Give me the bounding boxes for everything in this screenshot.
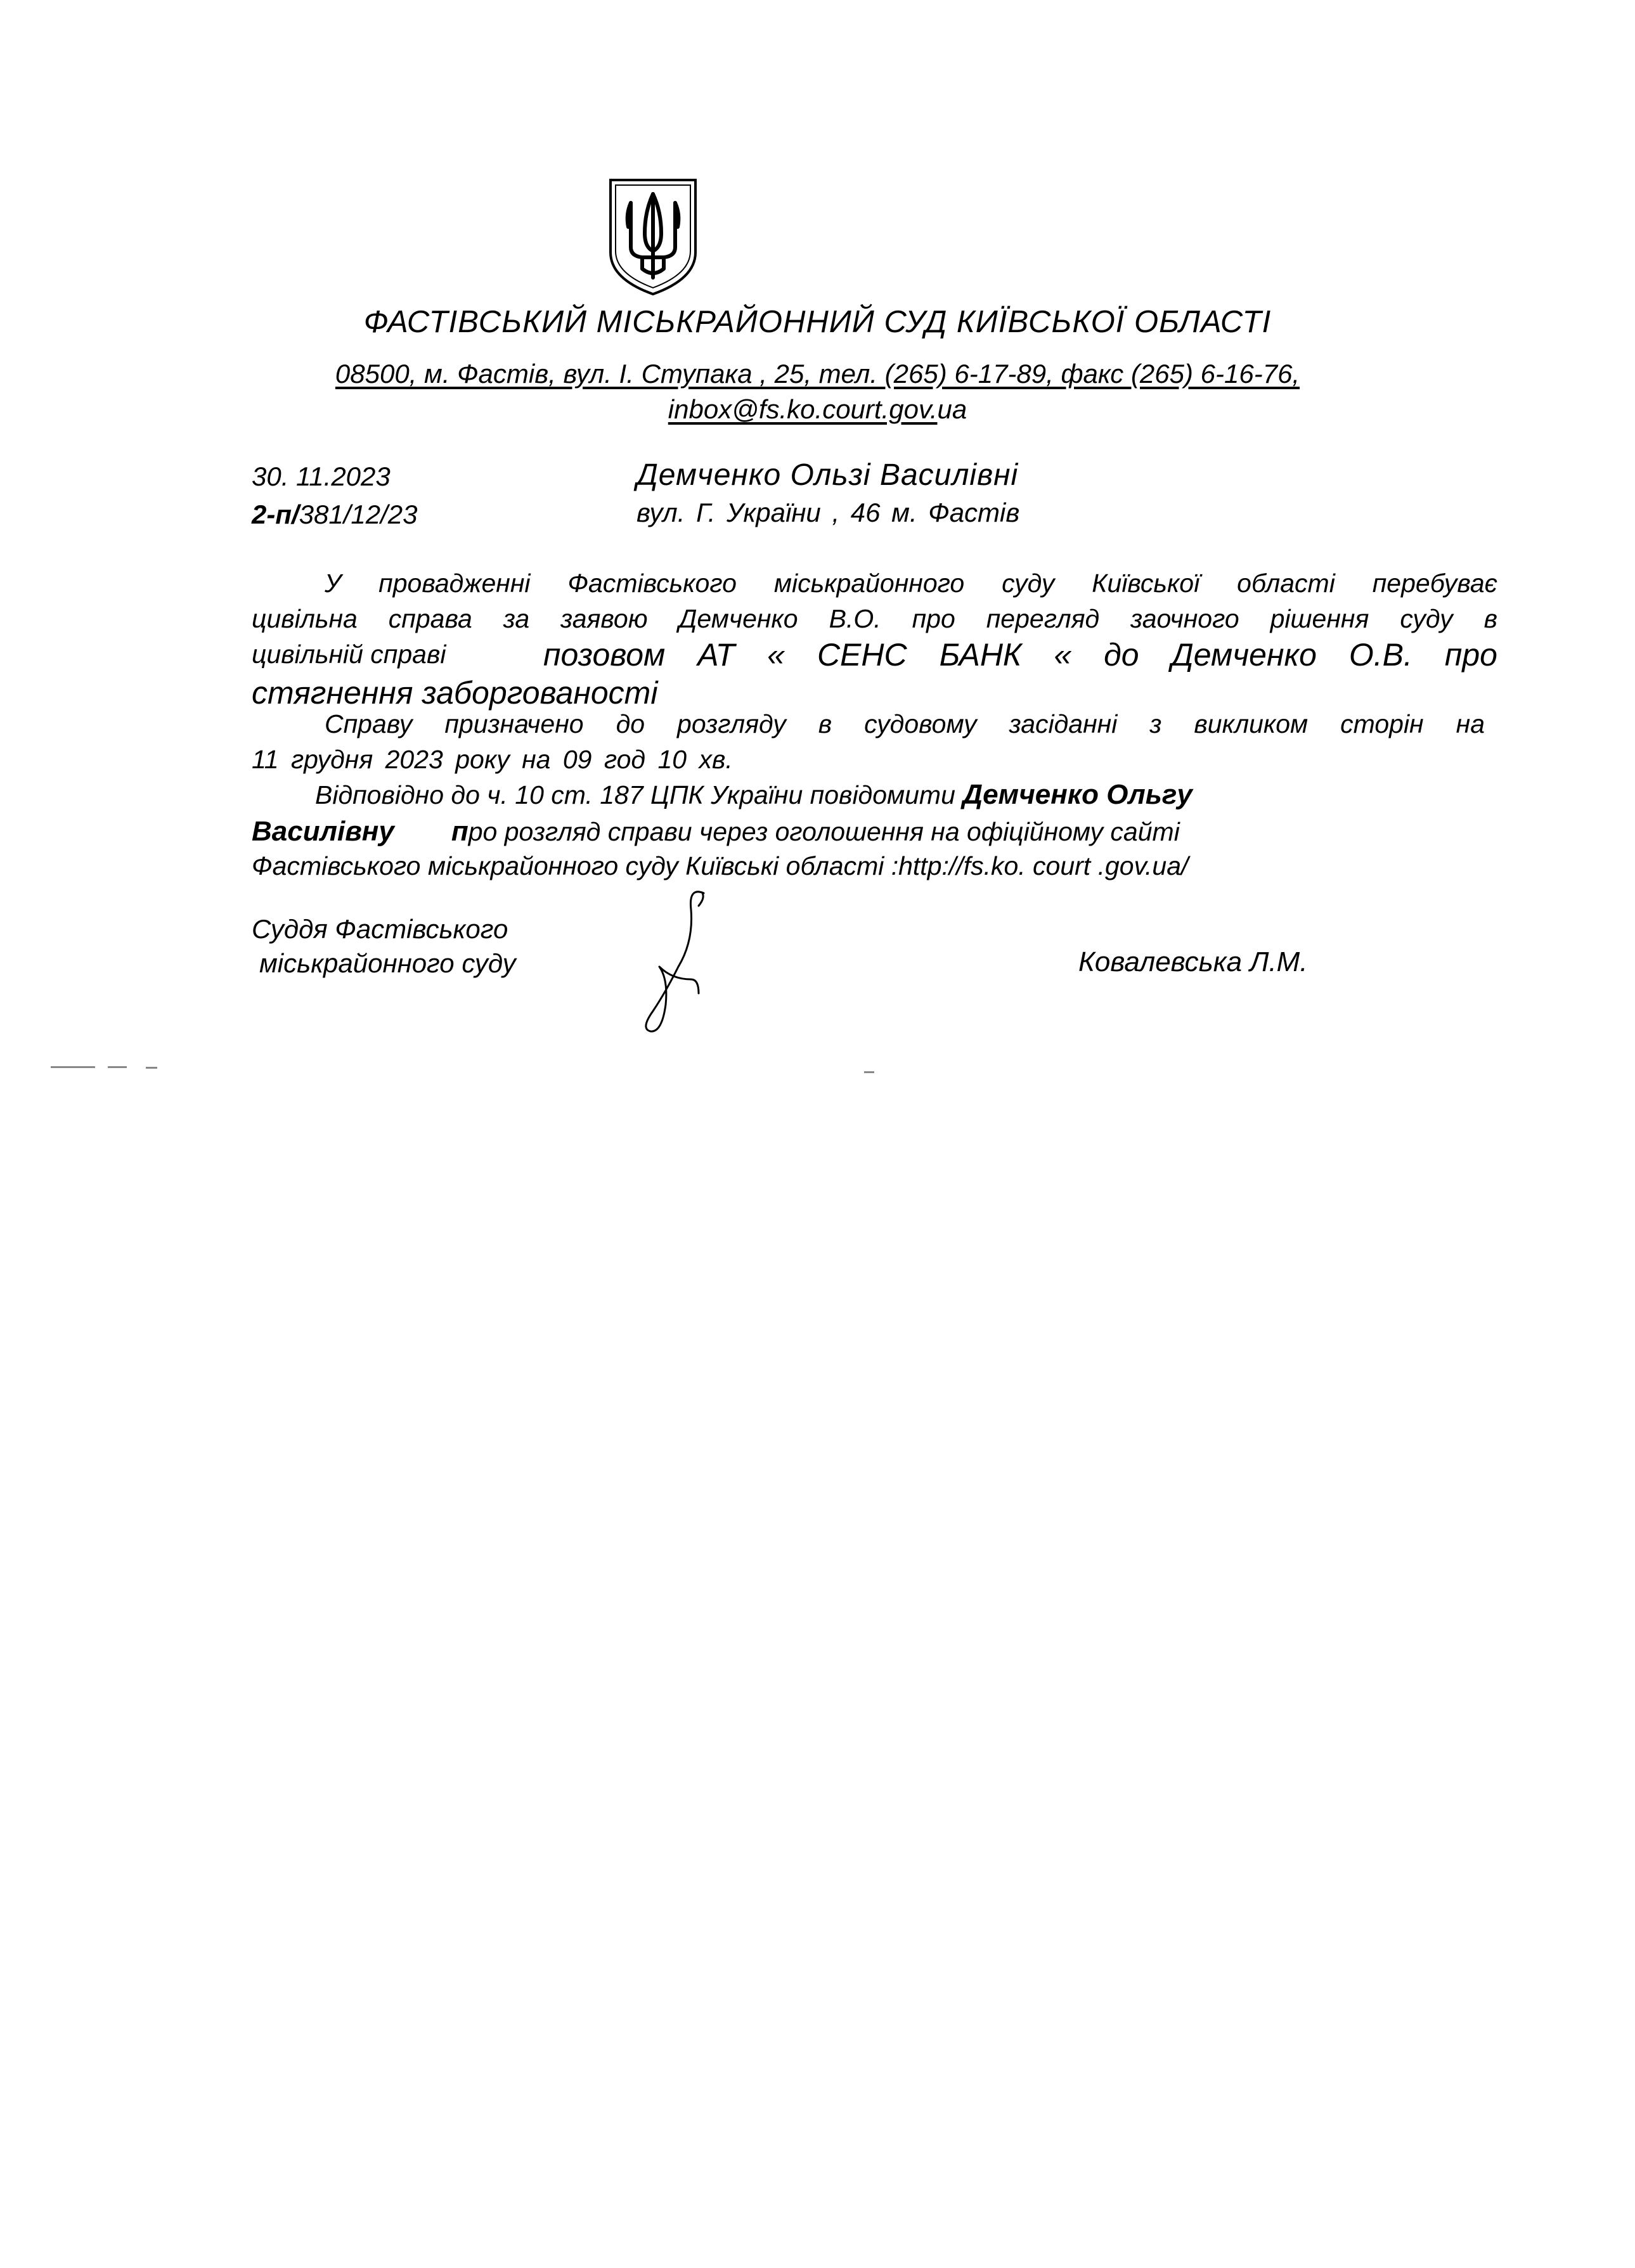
document-number	[252, 499, 418, 530]
judge-name: Ковалевська Л.М.	[1078, 946, 1308, 977]
scan-artifact	[108, 1066, 127, 1068]
recipient-address: вул. Г. України , 46 м. Фастів	[637, 498, 1020, 527]
court-email-tail: ua	[937, 394, 967, 424]
recipient-name: Демченко Ользі Василівні	[637, 458, 1019, 492]
handwritten-signature-icon	[628, 884, 716, 1036]
body-line	[315, 781, 1192, 809]
address-line: 08500, м. Фастів, вул. І. Ступака , 25, тел. (265) 6-17-89, факс (265) 6-16-76,	[335, 359, 1300, 389]
body-text: ро розгляд справи через оголошення на офіційному сайті	[468, 817, 1180, 846]
document-number-rest: 381/12/23	[299, 499, 418, 529]
body-line: стягнення заборгованості	[252, 675, 658, 711]
scan-artifact	[864, 1071, 874, 1073]
court-name: ФАСТІВСЬКИЙ МІСЬКРАЙОННИЙ СУД КИЇВСЬКОЇ ОБЛАСТІ	[363, 305, 1272, 339]
court-address	[0, 356, 1635, 427]
body-text: Відповідно до ч. 10 ст. 187 ЦПК України повідомити	[315, 780, 955, 809]
trident-emblem-icon	[605, 176, 701, 297]
judge-title-line-1: Суддя Фастівського	[252, 914, 508, 944]
defendant-patronymic-bold: Василівну	[252, 816, 394, 847]
body-line	[252, 818, 1180, 846]
body-line: 11 грудня 2023 року на 09 год 10 хв.	[252, 745, 733, 774]
defendant-name-bold: Демченко Ольгу	[962, 779, 1192, 810]
document-date: 30. 11.2023	[252, 461, 391, 491]
body-line: У провадженні Фастівського міськрайонного суду Київської області перебуває	[325, 569, 1497, 598]
scan-artifact	[51, 1066, 95, 1068]
scan-artifact	[146, 1067, 157, 1069]
document-number-prefix: 2-п/	[252, 499, 299, 529]
body-line: позовом АТ « СЕНС БАНК « до Демченко О.В. про	[543, 637, 1497, 673]
body-line: Справу призначено до розгляду в судовому засіданні з викликом сторін на	[325, 709, 1485, 738]
body-line: цивільна справа за заявою Демченко В.О. про перегляд заочного рішення суду в	[252, 604, 1497, 633]
body-line: Фастівського міськрайонного суду Київські області :http://fs.ko. court .gov.ua/	[252, 851, 1189, 880]
judge-title-line-2: міськрайонного суду	[259, 948, 516, 978]
court-email: inbox@fs.ko.court.gov.	[668, 394, 938, 424]
body-line: цивільній справі	[252, 640, 446, 669]
bold-letter: п	[451, 816, 469, 847]
